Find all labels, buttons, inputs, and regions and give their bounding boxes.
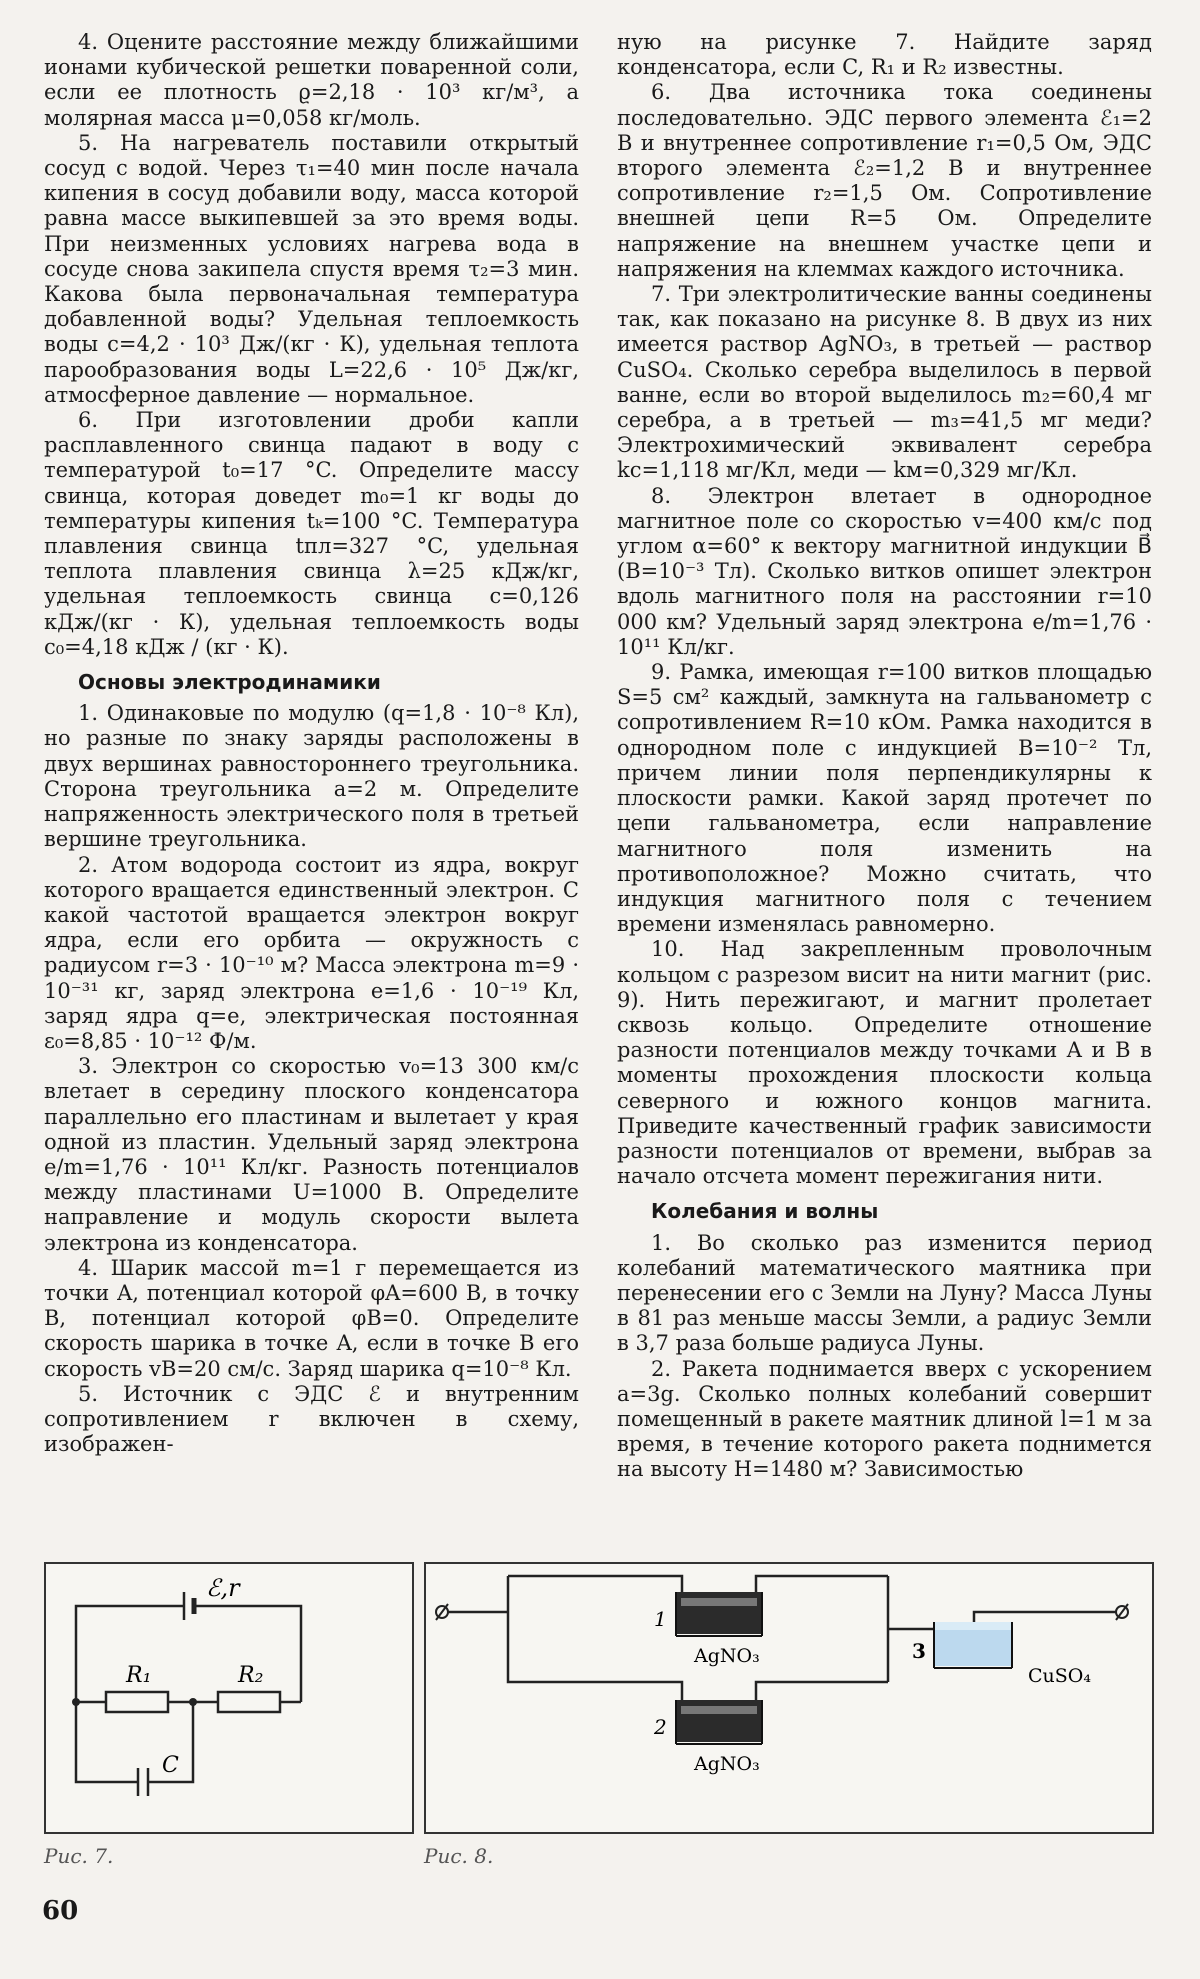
section-heading-oscillations: Колебания и волны	[651, 1199, 879, 1224]
right-column	[617, 30, 1152, 1483]
bath-2	[676, 1700, 762, 1744]
figure-8-electrolysis	[424, 1562, 1154, 1834]
figure-8-caption: Рис. 8.	[424, 1844, 494, 1868]
page-number: 60	[42, 1896, 79, 1926]
problem-10-magnet: 10. Над закрепленным проволочным кольцом с разрезом висит на нити магнит (рис. 9). Нить пережигают, и магнит пролетает сквозь кольцо. Определите отношение разности потенциалов между точками A и B в моменты прохождения плоскости кольца северного и южного концов магнита. Приведите качественный график зависимости разности потенциалов от времени, выбрав за начало отсчета момент пережигания нити.	[617, 937, 1152, 1189]
figure-7-caption: Рис. 7.	[44, 1844, 114, 1868]
problem-9-frame: 9. Рамка, имеющая r=100 витков площадью S=5 см² каждый, замкнута на гальванометр с сопротивлением R=10 кОм. Рамка находится в однородном поле с индукцией B=10⁻² Тл, причем линии поля перпендикулярны к плоскости рамки. Какой заряд протечет по цепи гальванометра, если направление магнитного поля изменить на противоположное? Можно считать, что индукция магнитного поля с течением времени изменялась равномерно.	[617, 660, 1152, 937]
problem-2-hydrogen: 2. Атом водорода состоит из ядра, вокруг которого вращается единственный электрон. С какой частотой вращается электрон вокруг ядра, если его орбита — окружность с радиусом r=3 · 10⁻¹⁰ м? Масса электрона m=9 · 10⁻³¹ кг, заряд электрона e=1,6 · 10⁻¹⁹ Кл, заряд ядра q=e, электрическая постоянная ε₀=8,85 · 10⁻¹² Ф/м.	[44, 852, 579, 1053]
problem-5-source-end: ную на рисунке 7. Найдите заряд конденсатора, если C, R₁ и R₂ известны.	[617, 30, 1152, 80]
r2-label: R₂	[238, 1663, 264, 1688]
problem-6-lead-shot: 6. При изготовлении дроби капли расплавленного свинца падают в воду с температурой t₀=17 °C. Определите массу свинца, которая доведет m₀=1 кг воды до температуры кипения tₖ=100 °C. Температура плавления свинца tпл=327 °C, удельная теплота плавления свинца λ=25 кДж/кг, удельная теплоемкость свинца c=0,126 кДж/(кг · К), удельная теплоемкость воды c₀=4,18 кДж / (кг · К).	[44, 408, 579, 659]
bath-1-number: 1	[654, 1607, 667, 1631]
junction-left	[72, 1698, 80, 1706]
problem-7-baths: 7. Три электролитические ванны соединены так, как показано на рисунке 8. В двух из них имеется раствор AgNO₃, в третьей — раствор CuSO₄. Сколько серебра выделилось в первой ванне, если во второй выделилось m₂=60,4 мг серебра, а в третьей — m₃=41,5 мг меди? Электрохимический эквивалент серебра kс=1,118 мг/Кл, меди — kм=0,329 мг/Кл.	[617, 282, 1152, 483]
source-label: ℰ,r	[206, 1574, 240, 1602]
problem-6-two-sources: 6. Два источника тока соединены последовательно. ЭДС первого элемента ℰ₁=2 В и внутреннее сопротивление r₁=0,5 Ом, ЭДС второго элемента ℰ₂=1,2 В и внутреннее сопротивление r₂=1,5 Ом. Сопротивление внешней цепи R=5 Ом. Определите напряжение на внешнем участке цепи и напряжения на клеммах каждого источника.	[617, 80, 1152, 281]
problem-4-ball-potential: 4. Шарик массой m=1 г перемещается из точки A, потенциал которой φA=600 В, в точку B, потенциал которой φB=0. Определите скорость шарика в точке A, если в точке B его скорость vB=20 см/с. Заряд шарика q=10⁻⁸ Кл.	[44, 1255, 579, 1381]
left-column	[44, 30, 579, 1457]
figure-7-circuit	[44, 1562, 414, 1834]
problem-5-source-start: 5. Источник с ЭДС ℰ и внутренним сопротивлением r включен в схему, изображен-	[44, 1381, 579, 1457]
section-heading-electrodynamics: Основы электродинамики	[78, 670, 381, 695]
problem-4-molecular: 4. Оцените расстояние между ближайшими ионами кубической решетки поваренной соли, если ее плотность ϱ=2,18 · 10³ кг/м³, а молярная масса μ=0,058 кг/моль.	[44, 30, 579, 130]
capacitor-label: C	[162, 1753, 179, 1778]
problem-2-rocket: 2. Ракета поднимается вверх с ускорением a=3g. Сколько полных колебаний совершит помещенный в ракете маятник длиной l=1 м за время, в течение которого ракета поднимется на высоту H=1480 м? Зависимостью	[617, 1356, 1152, 1482]
problem-5-heater: 5. На нагреватель поставили открытый сосуд с водой. Через τ₁=40 мин после начала кипения в сосуд добавили воду, масса которой равна массе выкипевшей за это время воды. При неизменных условиях нагрева вода в сосуде снова закипела спустя время τ₂=3 мин. Какова была первоначальная температура добавленной воды? Удельная теплоемкость воды c=4,2 · 10³ Дж/(кг · К), удельная теплота парообразования воды L=22,6 · 10⁵ Дж/кг, атмосферное давление — нормальное.	[44, 130, 579, 407]
problem-3-capacitor-electron: 3. Электрон со скоростью v₀=13 300 км/с влетает в середину плоского конденсатора параллельно его пластинам и вылетает у края одной из пластин. Удельный заряд электрона e/m=1,76 · 10¹¹ Кл/кг. Разность потенциалов между пластинами U=1000 В. Определите направление и модуль скорости вылета электрона из конденсатора.	[44, 1054, 579, 1255]
bath-2-label: AgNO₃	[694, 1753, 760, 1775]
problem-8-electron-field: 8. Электрон влетает в однородное магнитное поле со скоростью v=400 км/с под углом α=60° к вектору магнитной индукции B⃗ (B=10⁻³ Тл). Сколько витков опишет электрон вдоль магнитного поля на расстоянии r=10 000 км? Удельный заряд электрона e/m=1,76 · 10¹¹ Кл/кг.	[617, 483, 1152, 659]
circuit-diagram	[46, 1564, 412, 1832]
r1-label: R₁	[126, 1663, 152, 1688]
bath-3	[934, 1622, 1012, 1668]
bath-3-label: CuSO₄	[1028, 1665, 1091, 1687]
bath-3-number: 3	[912, 1639, 926, 1663]
bath-1-label: AgNO₃	[694, 1645, 760, 1667]
bath-2-number: 2	[654, 1715, 667, 1739]
junction-middle	[189, 1698, 197, 1706]
bath-1	[676, 1592, 762, 1636]
problem-1-pendulum-moon: 1. Во сколько раз изменится период колебаний математического маятника при перенесении его с Земли на Луну? Масса Луны в 81 раз меньше массы Земли, а радиус Земли в 3,7 раза больше радиуса Луны.	[617, 1230, 1152, 1356]
electrolysis-diagram	[426, 1564, 1152, 1832]
problem-1-charges: 1. Одинаковые по модулю (q=1,8 · 10⁻⁸ Кл), но разные по знаку заряды расположены в двух вершинах равностороннего треугольника. Сторона треугольника a=2 м. Определите напряженность электрического поля в третьей вершине треугольника.	[44, 701, 579, 852]
